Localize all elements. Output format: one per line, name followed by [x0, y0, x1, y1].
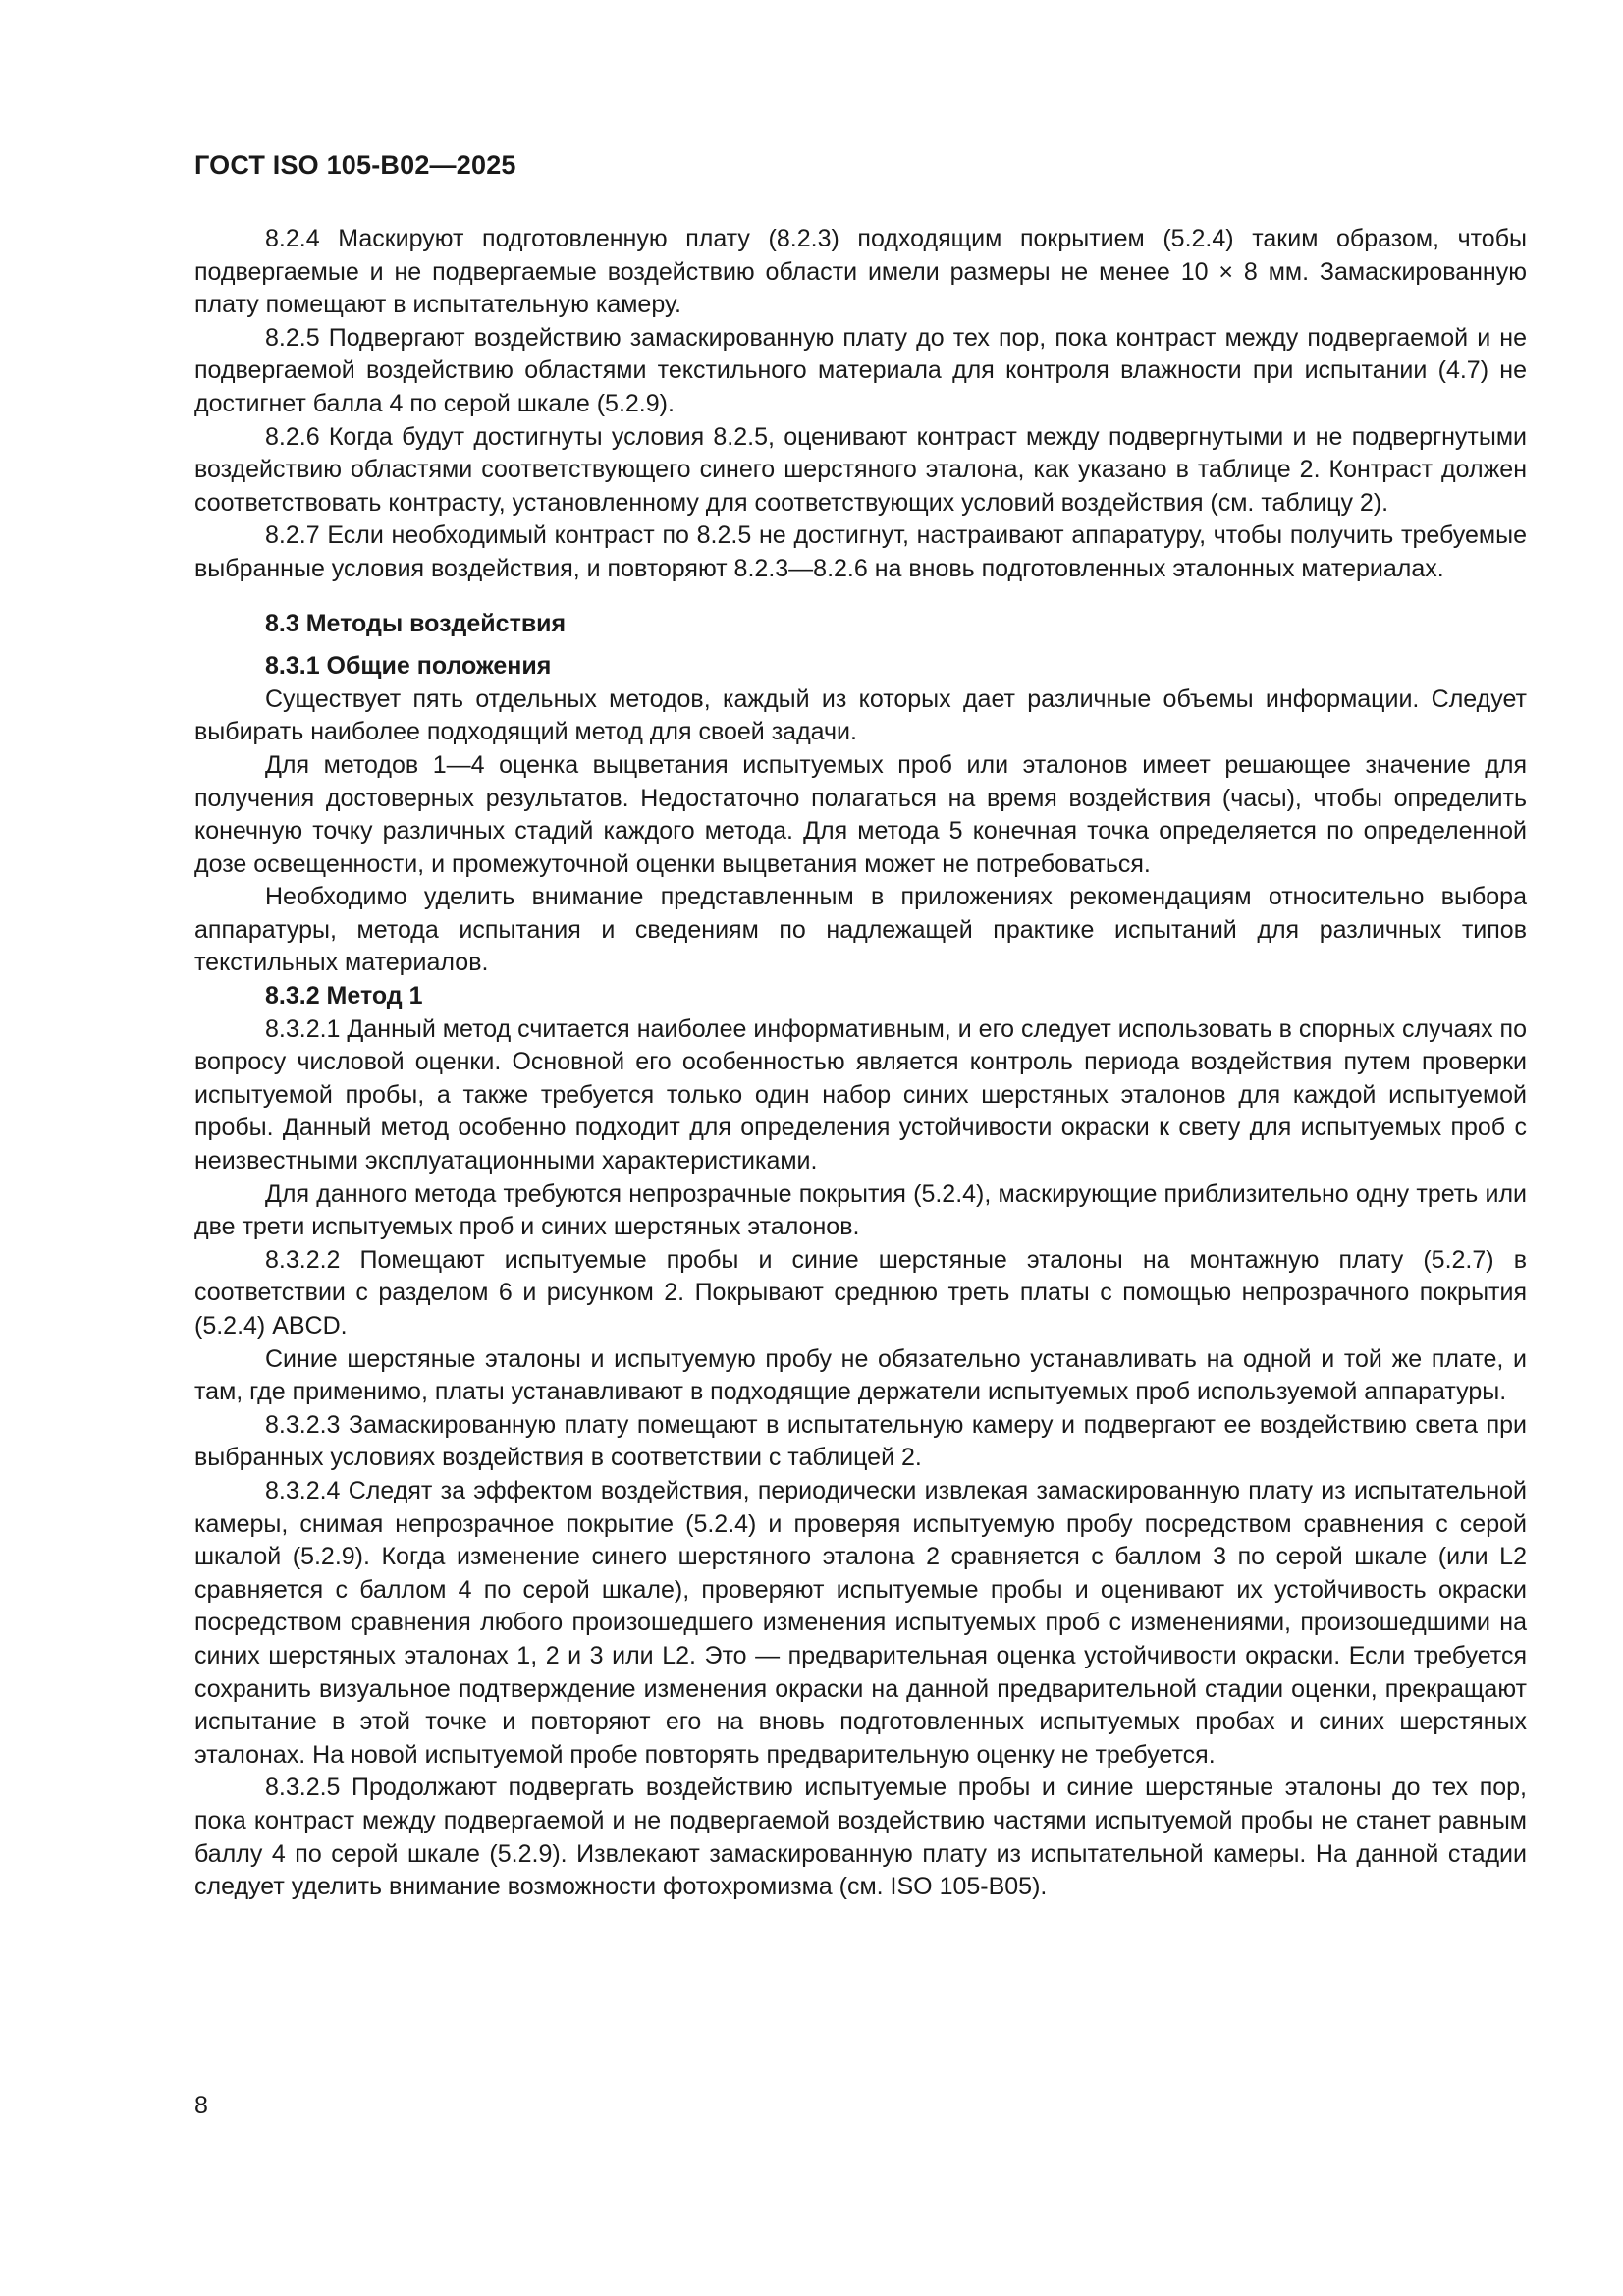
paragraph-8-2-4: 8.2.4 Маскируют подготовленную плату (8.2.3) подходящим покрытием (5.2.4) таким образом, чтобы подвергаемые и не подвергаемые воздействию области имели размеры не менее 10 × 8 мм. Замаскированную плату помещают в испытательную камеру. — [194, 225, 1527, 319]
subsection-heading-8-3-2: 8.3.2 Метод 1 — [265, 982, 423, 1011]
document-header: ГОСТ ISO 105-B02—2025 — [194, 150, 516, 180]
paragraph-8-3-2-5: 8.3.2.5 Продолжают подвергать воздействию испытуемые пробы и синие шерстяные эталоны до тех пор, пока контраст между подвергаемой и не подвергаемой воздействию частями испытуемой пробы не станет равным баллу 4 по серой шкале (5.2.9). Извлекают замаскированную плату из испытательной камеры. На данной стадии следует уделить внимание возможности фотохромизма (см. ISO 105-B05). — [194, 1774, 1527, 1901]
paragraph-8-2-5: 8.2.5 Подвергают воздействию замаскированную плату до тех пор, пока контраст между подвергаемой и не подвергаемой воздействию областями текстильного материала для контроля влажности при испытании (4.7) не достигнет балла 4 по серой шкале (5.2.9). — [194, 323, 1527, 417]
paragraph-8-3-2-1-b: Для данного метода требуются непрозрачные покрытия (5.2.4), маскирующие приблизительно одну треть или две трети испытуемых проб и синих шерстяных эталонов. — [194, 1179, 1527, 1241]
paragraph-8-3-1-c: Необходимо уделить внимание представленным в приложениях рекомендациям относительно выбора аппаратуры, метода испытания и сведениям по надлежащей практике испытаний для различных типов текстильных материалов. — [194, 883, 1527, 977]
paragraph-8-3-2-3: 8.3.2.3 Замаскированную плату помещают в испытательную камеру и подвергают ее воздействию света при выбранных условиях воздействия в соответствии с таблицей 2. — [194, 1410, 1527, 1472]
paragraph-8-3-2-1: 8.3.2.1 Данный метод считается наиболее информативным, и его следует использовать в спорных случаях по вопросу числовой оценки. Основной его особенностью является контроль периода воздействия путем проверки испытуемой пробы, а также требуется только один набор синих шерстяных эталонов для каждой испытуемой пробы. Данный метод особенно подходит для определения устойчивости окраски к свету для испытуемых проб с неизвестными эксплуатационными характеристиками. — [194, 1014, 1527, 1175]
paragraph-8-3-2-4: 8.3.2.4 Следят за эффектом воздействия, периодически извлекая замаскированную плату из испытательной камеры, снимая непрозрачное покрытие (5.2.4) и проверяя испытуемую пробу посредством сравнения с серой шкалой (5.2.9). Когда изменение синего шерстяного эталона 2 сравняется с баллом 3 по серой шкале (или L2 сравняется с баллом 4 по серой шкале), проверяют испытуемые пробы и оценивают их устойчивость окраски посредством сравнения любого произошедшего изменения испытуемых проб с изменениями, произошедшими на синих шерстяных эталонах 1, 2 и 3 или L2. Это — предварительная оценка устойчивости окраски. Если требуется сохранить визуальное подтверждение изменения окраски на данной предварительной стадии оценки, прекращают испытание в этой точке и повторяют его на вновь подготовленных испытуемых пробах и синих шерстяных эталонах. На новой испытуемой пробе повторять предварительную оценку не требуется. — [194, 1476, 1527, 1769]
paragraph-8-3-2-2-b: Синие шерстяные эталоны и испытуемую пробу не обязательно устанавливать на одной и той же плате, и там, где применимо, платы устанавливают в подходящие держатели испытуемых проб используемой аппаратуры. — [194, 1344, 1527, 1406]
document-body — [194, 223, 1527, 1904]
paragraph-8-3-1-b: Для методов 1—4 оценка выцветания испытуемых проб или эталонов имеет решающее значение для получения достоверных результатов. Недостаточно полагаться на время воздействия (часы), чтобы определить конечную точку различных стадий каждого метода. Для метода 5 конечная точка определяется по определенной дозе освещенности, и промежуточной оценки выцветания может не потребоваться. — [194, 750, 1527, 878]
paragraph-8-2-6: 8.2.6 Когда будут достигнуты условия 8.2.5, оценивают контраст между подвергнутыми и не подвергнутыми воздействию областями соответствующего синего шерстяного эталона, как указано в таблице 2. Контраст должен соответствовать контрасту, установленному для соответствующих условий воздействия (см. таблицу 2). — [194, 422, 1527, 517]
page-number: 8 — [194, 2092, 208, 2119]
section-heading-8-3: 8.3 Методы воздействия — [265, 609, 567, 637]
paragraph-8-3-1-a: Существует пять отдельных методов, каждый из которых дает различные объемы информации. Следует выбирать наиболее подходящий метод для своей задачи. — [194, 684, 1527, 746]
subsection-heading-8-3-1: 8.3.1 Общие положения — [265, 652, 552, 681]
paragraph-8-3-2-2: 8.3.2.2 Помещают испытуемые пробы и синие шерстяные эталоны на монтажную плату (5.2.7) в соответствии с разделом 6 и рисунком 2. Покрывают среднюю треть платы с помощью непрозрачного покрытия (5.2.4) ABCD. — [194, 1245, 1527, 1339]
paragraph-8-2-7: 8.2.7 Если необходимый контраст по 8.2.5 не достигнут, настраивают аппаратуру, чтобы получить требуемые выбранные условия воздействия, и повторяют 8.2.3—8.2.6 на вновь подготовленных эталонных материалах. — [194, 521, 1527, 582]
